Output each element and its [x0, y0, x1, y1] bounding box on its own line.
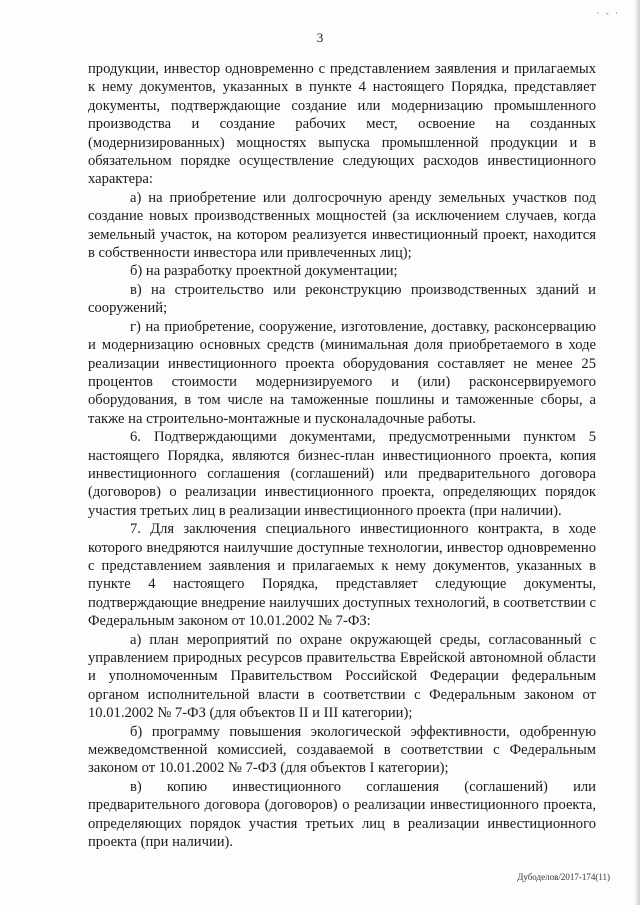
- scan-edge-shadow: [634, 0, 640, 905]
- paragraph-clause-7: 7. Для заключения специального инвестиционного контракта, в ходе которого внедряются наилучшие доступные технологии, инвестор одновременно с представлением заявления и прилагаемых к нему документов, указанных в пункте 4 настоящего Порядка, представляет следующие документы, подтверждающие внедрение наилучших доступных технологий, в соответствии с Федеральным законом от 10.01.2002 № 7-ФЗ:: [88, 521, 596, 630]
- footer-document-code: Дубоделов/2017-174(11): [517, 872, 610, 882]
- paragraph-clause-6: 6. Подтверждающими документами, предусмотренными пунктом 5 настоящего Порядка, являются бизнес-план инвестиционного проекта, копия инвестиционного соглашения (соглашений) или предварительного договора (договоров) о реализации инвестиционного проекта, определяющих порядок участия третьих лиц в реализации инвестиционного проекта (при наличии).: [88, 429, 596, 519]
- document-body: [88, 60, 596, 851]
- paragraph-clause-7-item-v: в) копию инвестиционного соглашения (соглашений) или предварительного договора (договоров) о реализации инвестиционного проекта, определяющих порядок участия третьих лиц в реализации инвестиционного проекта (при наличии).: [88, 778, 596, 851]
- paragraph-item-v: в) на строительство или реконструкцию производственных зданий и сооружений;: [88, 281, 596, 317]
- paragraph-item-b: б) на разработку проектной документации;: [130, 263, 398, 280]
- paragraph-item-g: г) на приобретение, сооружение, изготовление, доставку, расконсервацию и модернизацию основных средств (минимальная доля приобретаемого в ходе реализации инвестиционного проекта оборудования составляет не менее 25 процентов стоимости модернизируемого и (или) расконсервируемого оборудования, в том числе на таможенные пошлины и таможенные сборы, а также на строительно-монтажные и пусконаладочные работы.: [88, 318, 596, 427]
- page-number: 3: [316, 30, 324, 45]
- paragraph-continuation: продукции, инвестор одновременно с представлением заявления и прилагаемых к нему документов, указанных в пункте 4 настоящего Порядка, представляет документы, подтверждающие создание или модернизацию промышленного производства и создание рабочих мест, освоение на созданных (модернизированных) мощностях выпуска промышленной продукции и в обязательном порядке осуществление следующих расходов инвестиционного характера:: [88, 61, 596, 188]
- paragraph-item-a: а) на приобретение или долгосрочную аренду земельных участков под создание новых производственных мощностей (за исключением случаев, когда земельный участок, на котором реализуется инвестиционный проект, находится в собственности инвестора или привлеченных лиц);: [88, 189, 596, 262]
- paragraph-clause-7-item-a: а) план мероприятий по охране окружающей среды, согласованный с управлением природных ресурсов правительства Еврейской автономной области и уполномоченным Правительством Российской Федерации федеральным органом исполнительной власти в соответствии с Федеральным законом от 10.01.2002 № 7-ФЗ (для объектов II и III категории);: [88, 631, 596, 722]
- paragraph-clause-7-item-b: б) программу повышения экологической эффективности, одобренную межведомственной комиссией, создаваемой в соответствии с Федеральным законом от 10.01.2002 № 7-ФЗ (для объектов I категории);: [88, 723, 596, 777]
- scan-corner-mark: · - ·: [596, 8, 620, 18]
